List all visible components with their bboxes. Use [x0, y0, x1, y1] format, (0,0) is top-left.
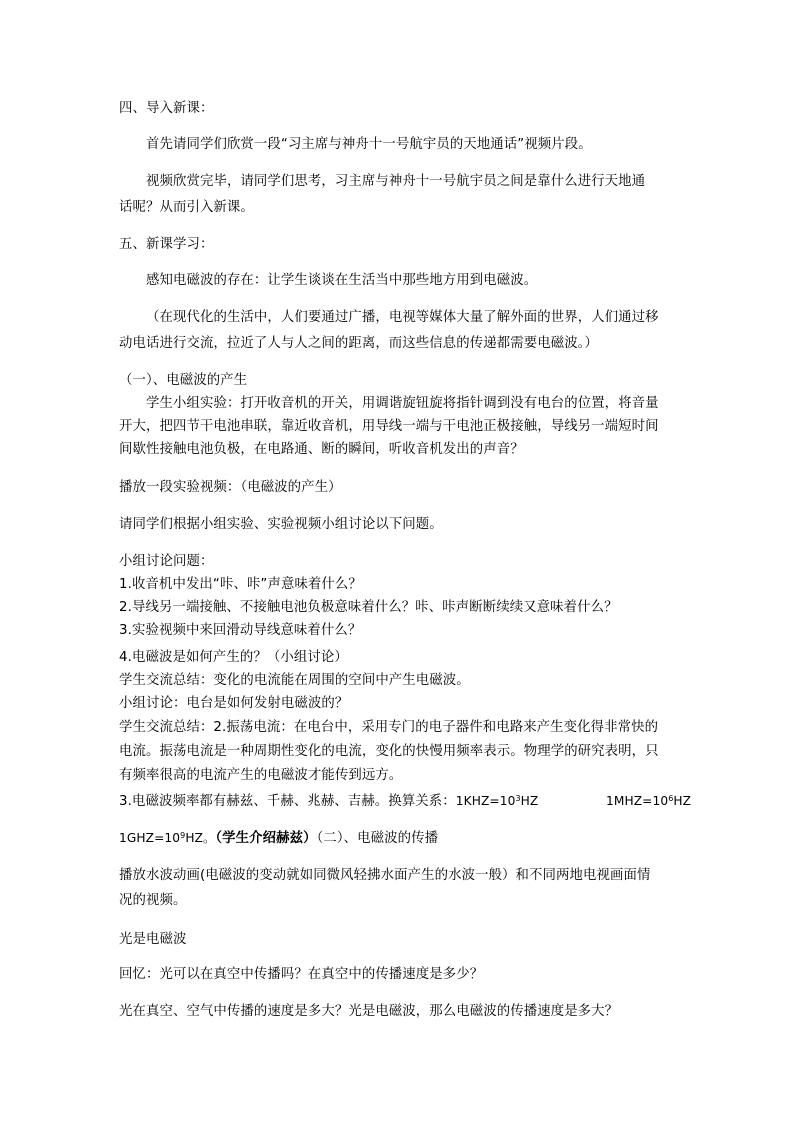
section-5-heading: 五、新课学习：: [119, 237, 214, 252]
section-5-paragraph-2-line-2: 动电话进行交流，拉近了人与人之间的距离，而这些信息的传递都需要电磁波。）: [119, 336, 598, 351]
discussion-intro: 请同学们根据小组实验、实验视频小组讨论以下问题。: [119, 517, 443, 532]
units-line-2: [119, 830, 438, 847]
questions-title: 小组讨论问题：: [119, 554, 214, 569]
part-2-heading: （二）、电磁波的传播: [316, 831, 439, 846]
units-text: 3.电磁波频率都有赫兹、千赫、兆赫、吉赫。换算关系：: [119, 794, 456, 809]
summary-2-line-1: 学生交流总结：2.振荡电流：在电台中，采用专门的电子器件和电路来产生变化得非常快的: [119, 720, 659, 735]
question-4: 4.电磁波是如何产生的？（小组讨论）: [119, 650, 348, 665]
experiment-line-2: 开大，把四节干电池串联，靠近收音机，用导线一端与干电池正极接触，导线另一端短时间: [119, 419, 659, 434]
units-equation-3: $1GHZ=10^9HZ$。: [119, 831, 216, 845]
section-4-paragraph-1: 首先请同学们欣赏一段“习主席与神舟十一号航宇员的天地通话”视频片段。: [146, 137, 592, 152]
summary-2-line-2: 电流。振荡电流是一种周期性变化的电流，变化的快慢用频率表示。物理学的研究表明，只: [119, 744, 659, 759]
experiment-line-1: 学生小组实验：打开收音机的开关，用调谐旋钮旋将指针调到没有电台的位置，将音量: [146, 396, 659, 411]
section-4-heading: 四、导入新课：: [119, 101, 214, 116]
animation-line-1: 播放水波动画(电磁波的变动就如同微风轻拂水面产生的水波一般）和不同两地电视画面情: [119, 868, 651, 883]
experiment-line-3: 间歇性接触电池负极，在电路通、断的瞬间，听收音机发出的声音？: [119, 442, 524, 457]
part-1-heading: （一）、电磁波的产生: [119, 373, 248, 388]
discussion-2: 小组讨论：电台是如何发射电磁波的？: [119, 696, 349, 711]
question-1: 1.收音机中发出“咔、咔”声意味着什么？: [119, 577, 362, 592]
summary-1: 学生交流总结：变化的电流能在周围的空间中产生电磁波。: [119, 673, 470, 688]
animation-line-2: 况的视频。: [119, 893, 187, 908]
units-equation-2: $1MHZ=10^6HZ$: [606, 794, 692, 808]
speed-question: 光在真空、空气中传播的速度是多大？光是电磁波，那么电磁波的传播速度是多大？: [119, 1004, 619, 1019]
section-4-paragraph-2-line-2: 话呢？从而引入新课。: [119, 200, 254, 215]
section-5-paragraph-2-line-1: （在现代化的生活中，人们要通过广播，电视等媒体大量了解外面的世界，人们通过移: [146, 310, 659, 325]
section-5-paragraph-1: 感知电磁波的存在：让学生谈谈在生活当中那些地方用到电磁波。: [146, 273, 538, 288]
question-2: 2.导线另一端接触、不接触电池负极意味着什么？咔、咔声断断续续又意味着什么？: [119, 600, 618, 615]
units-equation-1: $1KHZ=10^3HZ$: [455, 794, 539, 808]
question-3: 3.实验视频中来回滑动导线意味着什么？: [119, 623, 362, 638]
units-note: （学生介绍赫兹）: [215, 831, 317, 846]
section-4-paragraph-2-line-1: 视频欣赏完毕，请同学们思考，习主席与神舟十一号航宇员之间是靠什么进行天地通: [146, 174, 646, 189]
units-line: [119, 793, 538, 810]
recall-question: 回忆：光可以在真空中传播吗？在真空中的传播速度是多少？: [119, 967, 484, 982]
video-line: 播放一段实验视频：（电磁波的产生）: [119, 480, 342, 495]
light-statement: 光是电磁波: [119, 932, 187, 947]
summary-2-line-3: 有频率很高的电流产生的电磁波才能传到远方。: [119, 768, 403, 783]
